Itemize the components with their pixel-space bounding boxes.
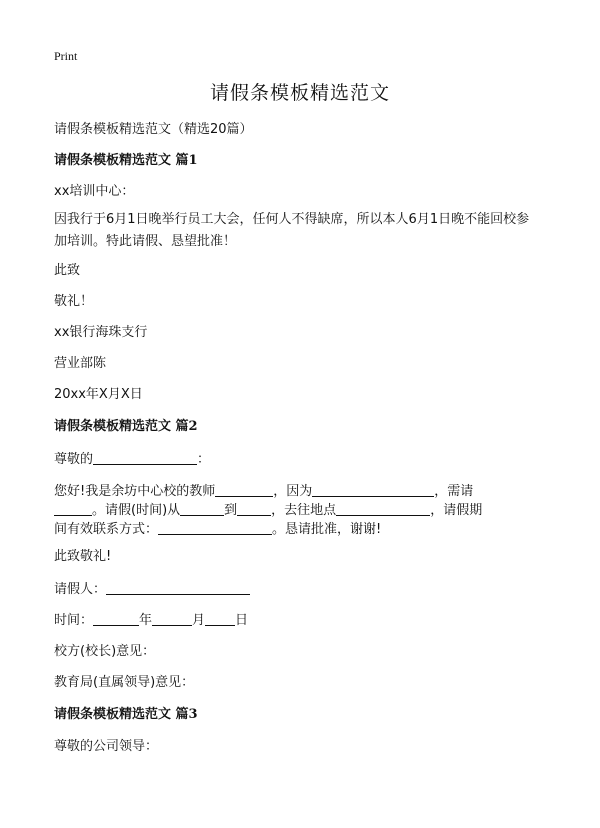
page-title: 请假条模板精选范文 <box>209 82 390 104</box>
section-1-signer-name: 营业部陈 <box>54 356 107 371</box>
applicant-label: 请假人： <box>54 582 107 597</box>
section-1-heading: 请假条模板精选范文 篇1 <box>54 153 198 168</box>
reason-blank[interactable] <box>312 482 434 497</box>
section-2-closing: 此致敬礼! <box>54 549 112 564</box>
time-label: 时间： <box>54 613 94 628</box>
because-text: ，因为 <box>273 484 313 499</box>
applicant-blank[interactable] <box>106 580 250 595</box>
leave-time-from-text: 。请假(时间)从 <box>92 503 181 518</box>
section-3-heading: 请假条模板精选范文 篇3 <box>54 707 198 722</box>
section-2-paragraph-line-3 <box>54 520 381 539</box>
section-1-recipient: xx培训中心： <box>54 184 135 199</box>
leave-period-text: ，请假期 <box>430 503 483 518</box>
print-link[interactable]: Print <box>54 49 78 63</box>
month-blank[interactable] <box>152 611 192 626</box>
recipient-prefix: 尊敬的 <box>54 452 94 467</box>
teacher-name-blank[interactable] <box>215 482 273 497</box>
contact-label: 间有效联系方式： <box>54 522 159 537</box>
section-3-recipient: 尊敬的公司领导： <box>54 739 159 754</box>
section-1-date: 20xx年X月X日 <box>54 387 143 402</box>
section-2-time <box>54 611 248 630</box>
start-time-blank[interactable] <box>180 501 224 516</box>
day-blank[interactable] <box>205 611 235 626</box>
recipient-blank[interactable] <box>93 450 197 465</box>
section-2-bureau-opinion: 教育局(直属领导)意见： <box>54 675 195 690</box>
month-label: 月 <box>192 613 206 628</box>
section-2-heading: 请假条模板精选范文 篇2 <box>54 419 198 434</box>
contact-blank[interactable] <box>158 520 272 535</box>
destination-blank[interactable] <box>336 501 430 516</box>
to-text: 到 <box>224 503 238 518</box>
section-1-body-line-2: 加培训。特此请假、恳望批准！ <box>54 234 237 249</box>
leave-type-blank[interactable] <box>54 501 92 516</box>
recipient-suffix: ： <box>197 452 211 467</box>
section-1-closing-1: 此致 <box>54 263 81 278</box>
intro-text: 您好!我是余坊中心校的教师 <box>54 484 216 499</box>
section-2-paragraph-line-2 <box>54 501 482 520</box>
end-time-blank[interactable] <box>237 501 271 516</box>
approval-request-text: 。恳请批准，谢谢! <box>272 522 382 537</box>
need-request-text: ，需请 <box>434 484 474 499</box>
year-label: 年 <box>139 613 153 628</box>
document-subtitle: 请假条模板精选范文（精选20篇） <box>54 122 253 137</box>
section-2-school-opinion: 校方(校长)意见： <box>54 644 156 659</box>
section-2-paragraph-line-1 <box>54 482 473 501</box>
section-2-recipient <box>54 450 210 469</box>
day-label: 日 <box>235 613 249 628</box>
section-1-closing-2: 敬礼！ <box>54 294 94 309</box>
section-1-signer-org: xx银行海珠支行 <box>54 325 148 340</box>
destination-text: ，去往地点 <box>271 503 337 518</box>
section-1-body-line-1: 因我行于6月1日晚举行员工大会，任何人不得缺席，所以本人6月1日晚不能回校参 <box>54 212 530 227</box>
section-2-applicant <box>54 580 250 599</box>
year-blank[interactable] <box>93 611 139 626</box>
